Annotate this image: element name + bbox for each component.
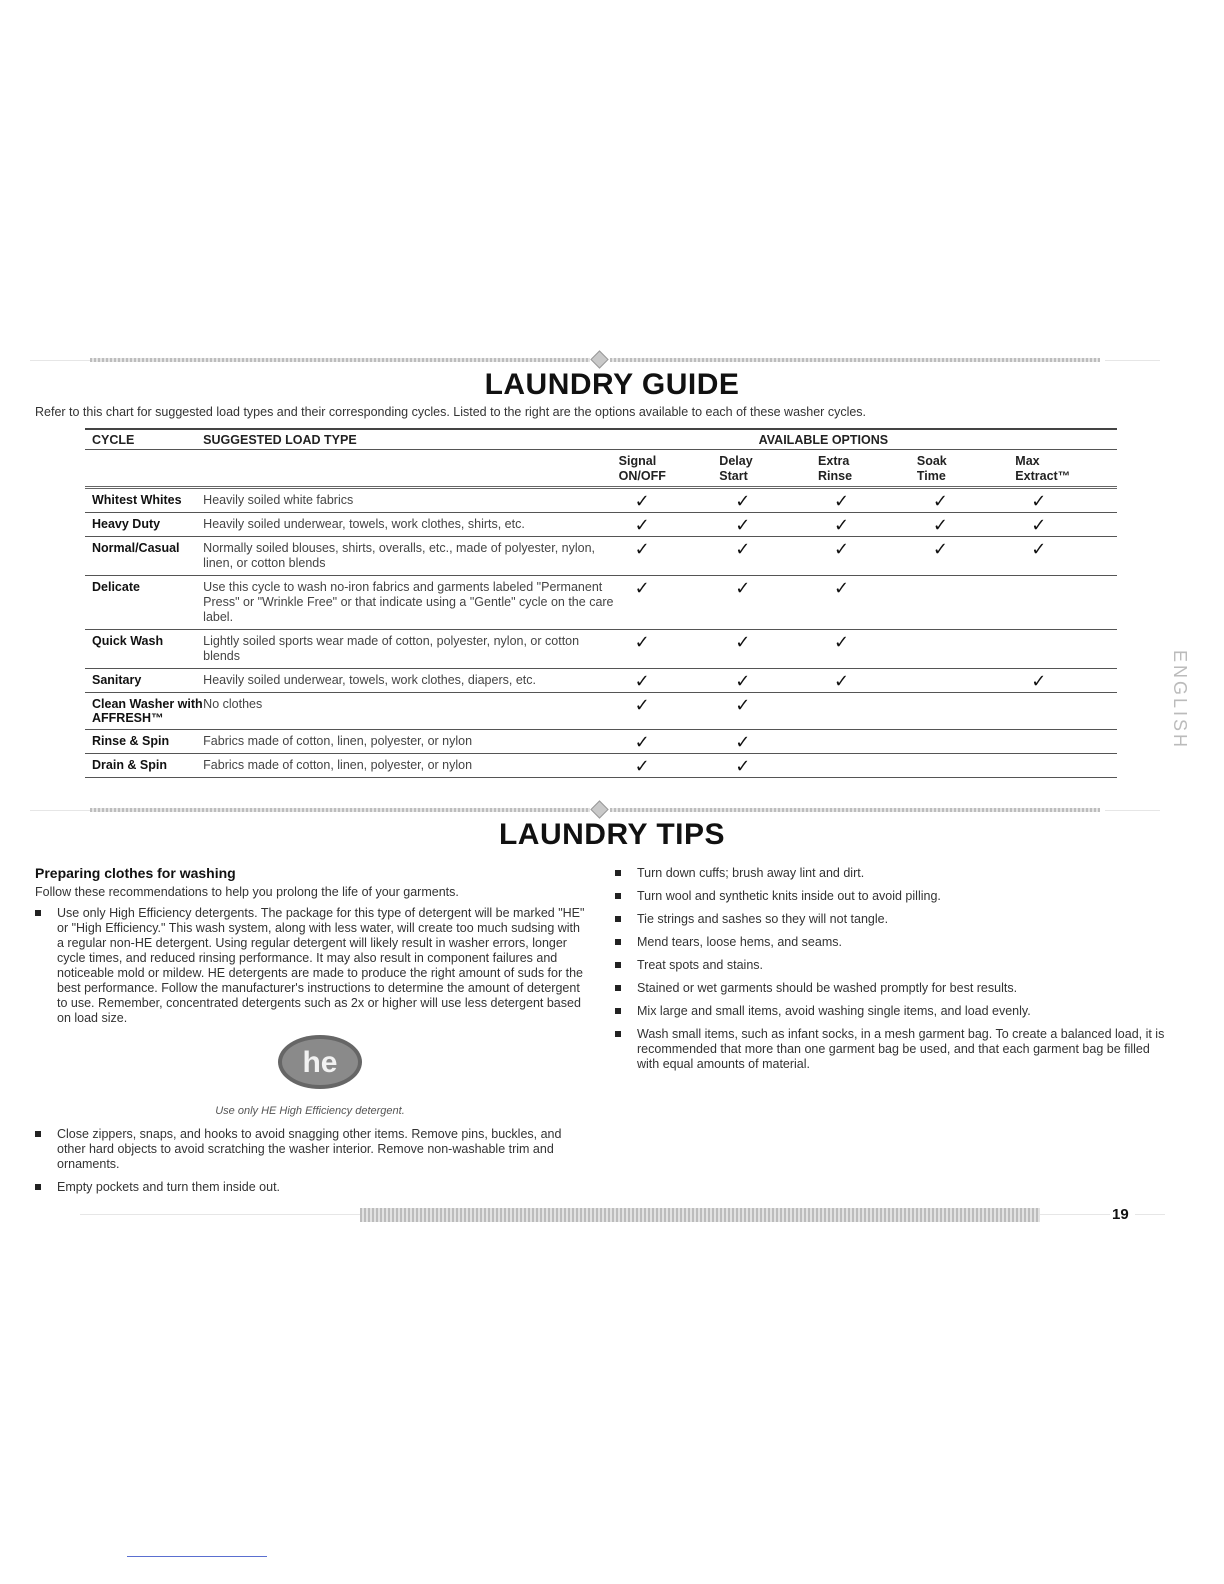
- bullet-square-icon: [615, 1031, 621, 1037]
- cycle-name: Rinse & Spin: [85, 730, 203, 754]
- tips-subheading: Preparing clothes for washing: [35, 865, 236, 881]
- option-header: Max Extract™: [1015, 450, 1117, 488]
- table-row: [85, 669, 1117, 693]
- check-icon: ✓: [719, 669, 818, 693]
- he-detergent-logo: [275, 1032, 365, 1092]
- list-item: Tie strings and sashes so they will not tangle.: [615, 912, 1165, 927]
- option-header: Signal ON/OFF: [619, 450, 720, 488]
- bullet-square-icon: [615, 962, 621, 968]
- check-icon: ✓: [818, 630, 917, 669]
- check-icon: ✓: [719, 630, 818, 669]
- load-type: Heavily soiled white fabrics: [203, 488, 619, 513]
- list-item: Wash small items, such as infant socks, in a mesh garment bag. To create a balanced load, it is recommended that more than one garment bag be used, and that each garment bag be filled with equal amounts of material.: [615, 1027, 1165, 1072]
- bullet-square-icon: [615, 1008, 621, 1014]
- he-logo-caption: Use only HE High Efficiency detergent.: [215, 1105, 405, 1117]
- bullet-square-icon: [615, 939, 621, 945]
- table-row: [85, 730, 1117, 754]
- check-icon: ✓: [719, 513, 818, 537]
- load-type: No clothes: [203, 693, 619, 730]
- check-icon: ✓: [719, 693, 818, 730]
- check-icon: ✓: [818, 669, 917, 693]
- table-row: [85, 513, 1117, 537]
- check-icon: ✓: [917, 513, 1015, 537]
- list-item: Close zippers, snaps, and hooks to avoid snagging other items. Remove pins, buckles, and other hard objects to avoid scratching the washer interior. Remove non-washable trim and ornaments.: [35, 1127, 590, 1172]
- page-number: 19: [1112, 1206, 1129, 1223]
- check-icon: ✓: [619, 754, 720, 778]
- bullet-square-icon: [35, 910, 41, 916]
- check-icon: ✓: [818, 576, 917, 630]
- check-icon: ✓: [1015, 488, 1117, 513]
- load-type: Use this cycle to wash no-iron fabrics and garments labeled "Permanent Press" or "Wrinkle Free" or that indicate using a "Gentle" cycle on the care label.: [203, 576, 619, 630]
- cycle-name: Clean Washer with AFFRESH™: [85, 693, 203, 730]
- check-icon: ✓: [1015, 513, 1117, 537]
- list-item: Empty pockets and turn them inside out.: [35, 1180, 590, 1195]
- list-item: Turn down cuffs; brush away lint and dirt.: [615, 866, 1165, 881]
- table-row: [85, 630, 1117, 669]
- cycle-name: Quick Wash: [85, 630, 203, 669]
- load-type: Lightly soiled sports wear made of cotton, polyester, nylon, or cotton blends: [203, 630, 619, 669]
- bottom-underline: [127, 1556, 267, 1557]
- option-header: Extra Rinse: [818, 450, 917, 488]
- cycle-name: Delicate: [85, 576, 203, 630]
- top-divider: [30, 354, 1160, 366]
- cycle-name: Drain & Spin: [85, 754, 203, 778]
- col-load-header: SUGGESTED LOAD TYPE: [203, 429, 619, 450]
- bullet-square-icon: [615, 985, 621, 991]
- footer-divider: [360, 1208, 1040, 1222]
- check-icon: ✓: [619, 630, 720, 669]
- load-type: Heavily soiled underwear, towels, work clothes, diapers, etc.: [203, 669, 619, 693]
- load-type: Heavily soiled underwear, towels, work clothes, shirts, etc.: [203, 513, 619, 537]
- check-icon: ✓: [818, 488, 917, 513]
- diamond-ornament-icon: [590, 350, 608, 368]
- list-item: Treat spots and stains.: [615, 958, 1165, 973]
- load-type: Fabrics made of cotton, linen, polyester, or nylon: [203, 754, 619, 778]
- table-row: [85, 754, 1117, 778]
- check-icon: ✓: [719, 576, 818, 630]
- check-icon: ✓: [719, 537, 818, 576]
- col-options-header: AVAILABLE OPTIONS: [619, 429, 1117, 450]
- guide-intro: Refer to this chart for suggested load types and their corresponding cycles. Listed to the right are the options available to each of these washer cycles.: [35, 405, 867, 419]
- bullet-square-icon: [35, 1184, 41, 1190]
- bullet-square-icon: [615, 916, 621, 922]
- cycle-name: Heavy Duty: [85, 513, 203, 537]
- list-item: Stained or wet garments should be washed promptly for best results.: [615, 981, 1165, 996]
- col-cycle-header: CYCLE: [85, 429, 203, 450]
- bullet-square-icon: [615, 870, 621, 876]
- check-icon: ✓: [619, 537, 720, 576]
- check-icon: ✓: [619, 693, 720, 730]
- check-icon: ✓: [619, 576, 720, 630]
- laundry-guide-title: LAUNDRY GUIDE: [484, 368, 740, 401]
- option-header: Soak Time: [917, 450, 1015, 488]
- tips-left-column-lower: [35, 1127, 590, 1203]
- load-type: Normally soiled blouses, shirts, overalls, etc., made of polyester, nylon, linen, or cotton blends: [203, 537, 619, 576]
- list-item: Use only High Efficiency detergents. The package for this type of detergent will be marked "HE" or "High Efficiency." This wash system, along with less water, will create too much sudsing with a regular non-HE detergent. Using regular detergent will likely result in washer errors, longer cycle times, and reduced rinsing performance. It may also result in component failures and noticeable mold or mildew. HE detergents are made to produce the right amount of suds for the best performance. Follow the manufacturer's instructions to determine the amount of detergent to use. Remember, concentrated detergents such as 2x or higher will use less detergent based on load size.: [35, 906, 590, 1026]
- laundry-guide-table: [85, 428, 1117, 778]
- cycle-name: Whitest Whites: [85, 488, 203, 513]
- tips-intro: Follow these recommendations to help you prolong the life of your garments.: [35, 885, 459, 899]
- load-type: Fabrics made of cotton, linen, polyester, or nylon: [203, 730, 619, 754]
- list-item: Mend tears, loose hems, and seams.: [615, 935, 1165, 950]
- middle-divider: [30, 804, 1160, 816]
- check-icon: ✓: [719, 488, 818, 513]
- check-icon: ✓: [619, 513, 720, 537]
- tips-left-column: [35, 866, 590, 1034]
- table-row: [85, 693, 1117, 730]
- bullet-square-icon: [35, 1131, 41, 1137]
- check-icon: ✓: [619, 669, 720, 693]
- check-icon: ✓: [818, 537, 917, 576]
- check-icon: ✓: [1015, 669, 1117, 693]
- list-item: Mix large and small items, avoid washing single items, and load evenly.: [615, 1004, 1165, 1019]
- check-icon: ✓: [1015, 537, 1117, 576]
- laundry-tips-title: LAUNDRY TIPS: [498, 818, 726, 851]
- list-item: Turn wool and synthetic knits inside out to avoid pilling.: [615, 889, 1165, 904]
- table-row: [85, 576, 1117, 630]
- side-language-label: ENGLISH: [1170, 650, 1190, 751]
- check-icon: ✓: [917, 488, 1015, 513]
- option-header: Delay Start: [719, 450, 818, 488]
- check-icon: ✓: [619, 488, 720, 513]
- tips-right-column: [615, 866, 1165, 1080]
- check-icon: ✓: [719, 754, 818, 778]
- check-icon: ✓: [818, 513, 917, 537]
- check-icon: ✓: [619, 730, 720, 754]
- check-icon: ✓: [719, 730, 818, 754]
- table-row: [85, 488, 1117, 513]
- diamond-ornament-icon: [590, 800, 608, 818]
- cycle-name: Sanitary: [85, 669, 203, 693]
- cycle-name: Normal/Casual: [85, 537, 203, 576]
- table-row: [85, 537, 1117, 576]
- svg-text:he: he: [302, 1046, 338, 1079]
- bullet-square-icon: [615, 893, 621, 899]
- check-icon: ✓: [917, 537, 1015, 576]
